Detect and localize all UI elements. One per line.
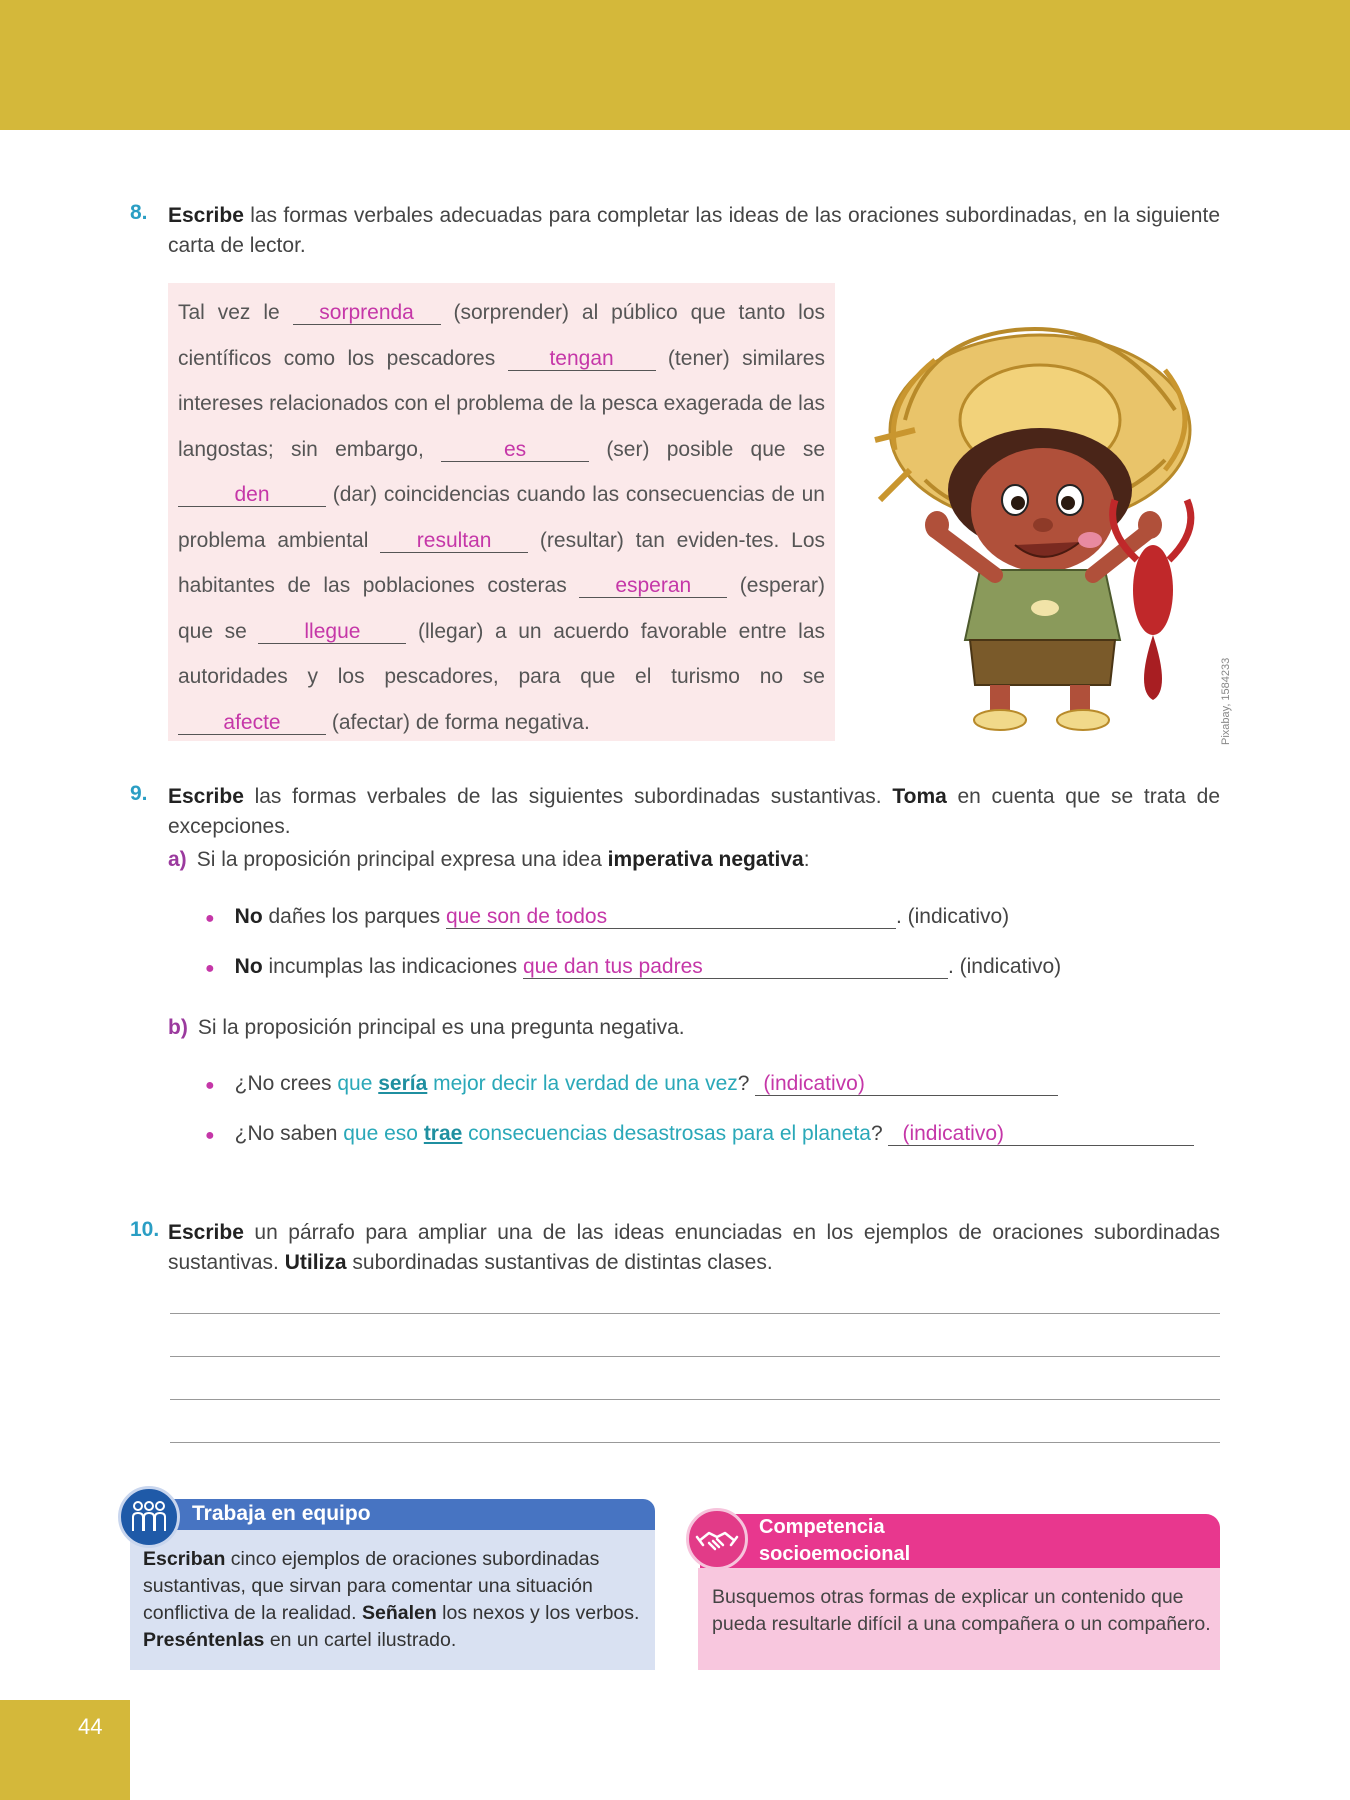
list-item: ● ¿No crees que sería mejor decir la verdad de una vez? (indicativo) — [205, 1072, 1058, 1096]
answer-field: (indicativo) — [755, 1073, 1058, 1096]
socioemotional-text: Busquemos otras formas de explicar un contenido que pueda resultarle difícil a una compañera o un compañero. — [712, 1586, 1211, 1635]
answer-4: den — [234, 483, 270, 506]
writing-line[interactable] — [170, 1442, 1220, 1443]
writing-line[interactable] — [170, 1356, 1220, 1357]
fisher-child-illustration — [865, 300, 1210, 740]
answer-7: llegue — [304, 619, 361, 643]
item-b: b) Si la proposición principal es una pregunta negativa. — [168, 1016, 685, 1039]
question-10-text: Escribe un párrafo para ampliar una de las ideas enunciadas en los ejemplos de oraciones subordinadas sustantivas. Utiliza subordinadas sustantivas de distintas clases. — [168, 1221, 1220, 1274]
list-item: ● No dañes los parques que son de todos . (indicativo) — [205, 905, 1010, 928]
question-8-text: Escribe las formas verbales adecuadas para completar las ideas de las oraciones subordinadas, en la siguiente carta de lector. — [168, 204, 1220, 257]
reader-letter: Tal vez le sorprenda (sorprender) al público que tanto los científicos como los pescadores tengan (tener) similares intereses relacionados con el problema de la pesca exagerada de las langostas; sin embargo, es (ser) posible que se den (dar) coincidencias cuando las consecuencias de un problema ambiental resultan (resultar) tan eviden-tes. Los habitantes de las poblaciones costeras esperan (esperar) que se llegue (llegar) a un acuerdo favorable entre las autoridades y los pescadores, para que el turismo no se afecte (afectar) de forma negativa. — [178, 301, 826, 734]
question-9-text: Escribe las formas verbales de las siguientes subordinadas sustantivas. Toma en cuenta que se trata de excepciones. — [168, 785, 1221, 838]
answer-field: (indicativo) — [888, 1123, 1194, 1146]
answer-6: esperan — [615, 574, 692, 597]
answer-3: es — [503, 437, 527, 461]
answer-2: tengan — [549, 346, 614, 370]
team-work-title: Trabaja en equipo — [192, 1502, 371, 1525]
team-work-text: Escriban cinco ejemplos de oraciones subordinadas sustantivas, que sirvan para comentar una situación conflictiva de la realidad. Señalen los nexos y los verbos. Preséntenlas en un cartel ilustrado. — [143, 1548, 640, 1651]
answer-field: que dan tus padres — [523, 956, 948, 979]
page-number: 44 — [78, 1714, 103, 1739]
answer-field: que son de todos — [446, 906, 896, 929]
page-number-box — [0, 1700, 130, 1800]
question-10-number: 10. — [130, 1218, 160, 1241]
writing-line[interactable] — [170, 1399, 1220, 1400]
question-8-number: 8. — [130, 201, 148, 224]
people-icon — [118, 1486, 180, 1548]
socioemotional-title: Competencia socioemocional — [759, 1516, 911, 1565]
answer-5: resultan — [416, 528, 492, 552]
item-a: a) Si la proposición principal expresa una idea imperativa negativa: — [168, 848, 810, 871]
writing-line[interactable] — [170, 1313, 1220, 1314]
list-item: ● No incumplas las indicaciones que dan tus padres . (indicativo) — [205, 955, 1062, 978]
question-9-number: 9. — [130, 782, 148, 805]
image-credit: Pixabay, 1584233 — [1220, 657, 1232, 745]
list-item: ● ¿No saben que eso trae consecuencias desastrosas para el planeta? (indicativo) — [205, 1122, 1194, 1146]
answer-1: sorprenda — [319, 301, 414, 324]
handshake-icon — [686, 1508, 748, 1570]
header-band — [0, 0, 1350, 130]
answer-8: afecte — [223, 710, 281, 734]
